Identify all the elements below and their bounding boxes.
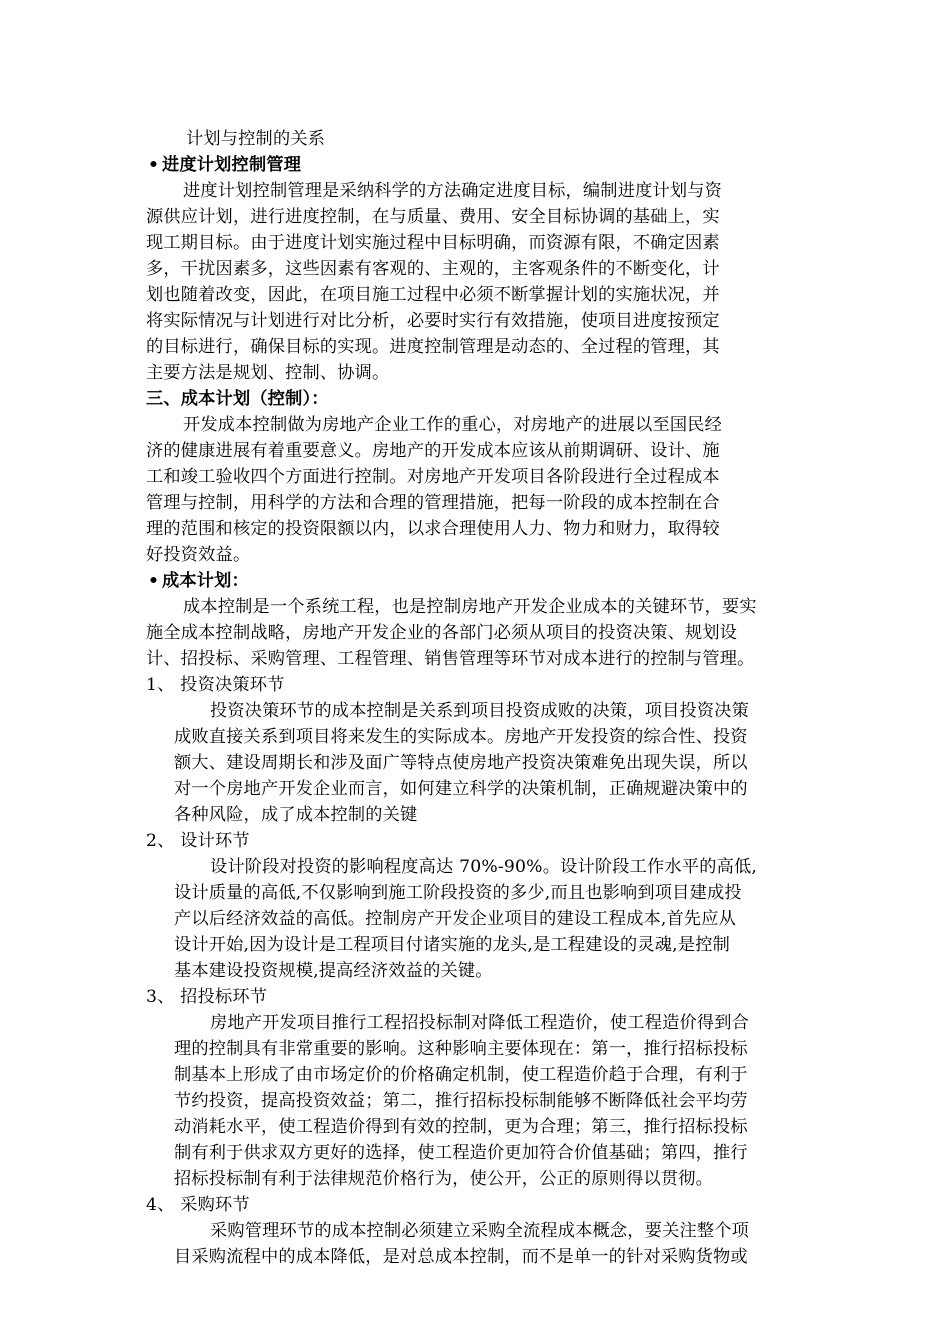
bullet-heading-text: 成本计划： (162, 571, 249, 591)
paragraph-line: 投资决策环节的成本控制是关系到项目投资成败的决策，项目投资决策 (210, 701, 750, 721)
paragraph-line: 目采购流程中的成本降低，是对总成本控制，而不是单一的针对采购货物或 (174, 1247, 748, 1267)
paragraph-line: 采购管理环节的成本控制必须建立采购全流程成本概念，要关注整个项 (210, 1221, 750, 1241)
section-heading: 计划与控制的关系 (186, 129, 326, 149)
paragraph-line: 将实际情况与计划进行对比分析，必要时实行有效措施，使项目进度按预定 (146, 311, 720, 331)
numbered-heading: 3、 招投标环节 (146, 987, 268, 1007)
paragraph-line: 好投资效益。 (146, 545, 251, 565)
paragraph-line: 制有利于供求双方更好的选择，使工程造价更加符合价值基础；第四，推行 (174, 1143, 748, 1163)
bullet-heading (148, 152, 301, 178)
paragraph-line: 招标投标制有利于法律规范价格行为，使公开，公正的原则得以贯彻。 (174, 1169, 714, 1189)
paragraph-line: 源供应计划，进行进度控制，在与质量、费用、安全目标协调的基础上，实 (146, 207, 720, 227)
bullet-icon: • (148, 155, 160, 175)
paragraph-line: 多，干扰因素多，这些因素有客观的、主观的，主客观条件的不断变化，计 (146, 259, 720, 279)
bullet-icon: • (148, 571, 160, 591)
paragraph-line: 设计开始,因为设计是工程项目付诸实施的龙头,是工程建设的灵魂,是控制 (174, 935, 731, 955)
paragraph-line: 计、招投标、采购管理、工程管理、销售管理等环节对成本进行的控制与管理。 (146, 649, 755, 669)
paragraph-line: 成本控制是一个系统工程，也是控制房地产开发企业成本的关键环节，要实 (183, 597, 757, 617)
paragraph-line: 主要方法是规划、控制、协调。 (146, 363, 390, 383)
bullet-heading (148, 568, 249, 594)
paragraph-line: 工和竣工验收四个方面进行控制。对房地产开发项目各阶段进行全过程成本 (146, 467, 720, 487)
section-heading: 三、成本计划（控制）： (146, 389, 329, 409)
paragraph-line: 基本建设投资规模,提高经济效益的关键。 (174, 961, 493, 981)
numbered-heading: 1、 投资决策环节 (146, 675, 285, 695)
paragraph-line: 动消耗水平，使工程造价得到有效的控制，更为合理；第三，推行招标投标 (174, 1117, 748, 1137)
paragraph-line: 管理与控制，用科学的方法和合理的管理措施，把每一阶段的成本控制在合 (146, 493, 720, 513)
paragraph-line: 进度计划控制管理是采纳科学的方法确定进度目标，编制进度计划与资 (183, 181, 723, 201)
paragraph-line: 划也随着改变，因此，在项目施工过程中必须不断掌握计划的实施状况，并 (146, 285, 720, 305)
paragraph-line: 房地产开发项目推行工程招投标制对降低工程造价，使工程造价得到合 (210, 1013, 750, 1033)
paragraph-line: 现工期目标。由于进度计划实施过程中目标明确，而资源有限，不确定因素 (146, 233, 720, 253)
paragraph-line: 施全成本控制战略，房地产开发企业的各部门必须从项目的投资决策、规划设 (146, 623, 738, 643)
numbered-heading: 4、 采购环节 (146, 1195, 250, 1215)
paragraph-line: 理的范围和核定的投资限额以内，以求合理使用人力、物力和财力，取得较 (146, 519, 720, 539)
paragraph-line: 成败直接关系到项目将来发生的实际成本。房地产开发投资的综合性、投资 (174, 727, 748, 747)
paragraph-line: 理的控制具有非常重要的影响。这种影响主要体现在：第一，推行招标投标 (174, 1039, 748, 1059)
paragraph-line: 济的健康进展有着重要意义。房地产的开发成本应该从前期调研、设计、施 (146, 441, 720, 461)
paragraph-line: 产以后经济效益的高低。控制房产开发企业项目的建设工程成本,首先应从 (174, 909, 737, 929)
paragraph-line: 对一个房地产开发企业而言，如何建立科学的决策机制，正确规避决策中的 (174, 779, 748, 799)
paragraph-line: 的目标进行，确保目标的实现。进度控制管理是动态的、全过程的管理，其 (146, 337, 720, 357)
paragraph-line: 各种风险，成了成本控制的关键 (174, 805, 418, 825)
paragraph-line: 开发成本控制做为房地产企业工作的重心，对房地产的进展以至国民经 (183, 415, 723, 435)
bullet-heading-text: 进度计划控制管理 (162, 155, 302, 175)
paragraph-line: 节约投资，提高投资效益；第二，推行招标投标制能够不断降低社会平均劳 (174, 1091, 748, 1111)
numbered-heading: 2、 设计环节 (146, 831, 250, 851)
paragraph-line: 设计阶段对投资的影响程度高达 70%-90%。设计阶段工作水平的高低, (210, 857, 758, 877)
paragraph-line: 设计质量的高低,不仅影响到施工阶段投资的多少,而且也影响到项目建成投 (174, 883, 742, 903)
paragraph-line: 额大、建设周期长和涉及面广等特点使房地产投资决策难免出现失误，所以 (174, 753, 748, 773)
paragraph-line: 制基本上形成了由市场定价的价格确定机制，使工程造价趋于合理，有利于 (174, 1065, 748, 1085)
